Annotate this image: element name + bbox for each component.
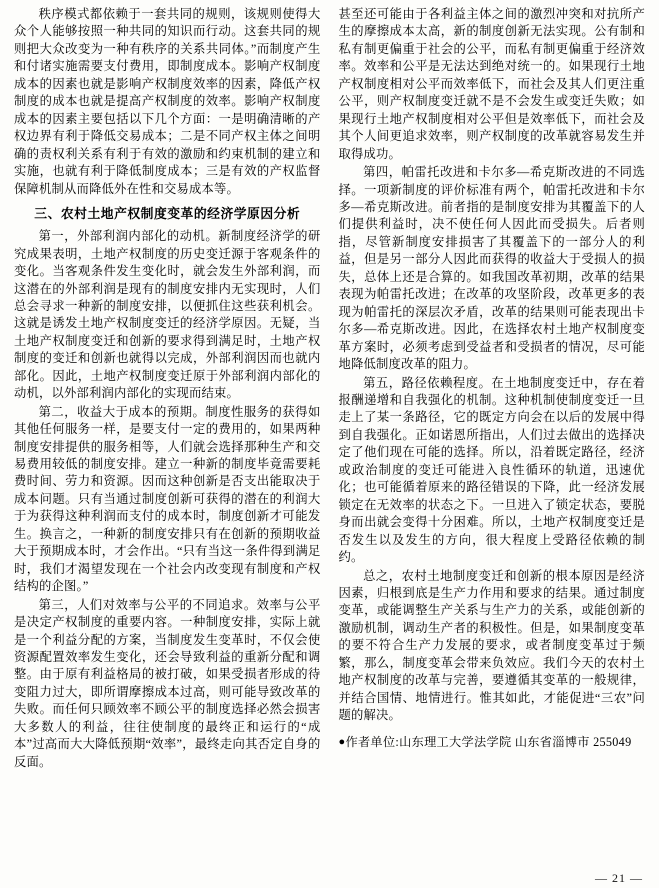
affiliation-text: 作者单位:山东理工大学法学院 山东省淄博市 255049: [345, 734, 632, 749]
right-column: [339, 6, 646, 862]
page-number: — 21 —: [595, 871, 643, 885]
two-column-layout: [14, 6, 645, 862]
paragraph: 第二，收益大于成本的预期。制度性服务的获得如其他任何服务一样，是要支付一定的费用的，如果两种制度安排提供的服务相等，人们就会选择那种生产和交易费用较低的制度安排。建立一种新的制度毕竟需要耗费时间、劳力和资源。因而这种创新是否支出能取决于成本问题。只有当通过制度创新可获得的潜在的利润大于为获得这种利润而支付的成本时，制度创新才可能发生。换言之，一种新的制度安排只有在创新的预期收益大于预期成本时，才会作出。“只有当这一条件得到满足时，我们才渴望发现在一个社会内改变现有制度和产权结构的企图。”: [14, 404, 321, 594]
author-affiliation: [339, 734, 646, 751]
paragraph: 第五，路径依赖程度。在土地制度变迁中，存在着报酬递增和自我强化的机制。这种机制使制度变迁一旦走上了某一条路径，它的既定方向会在以后的发展中得到自我强化。正如诺恩所指出，人们过去做出的选择决定了他们现在可能的选择。所以，沿着既定路径，经济或政治制度的变迁可能进入良性循环的轨道，迅速优化；也可能循着原来的路径错误的下降，此一经济发展锁定在无效率的状态之下。一旦进入了锁定状态，要脱身而出就会变得十分困难。所以，土地产权制度变迁是否发生以及发生的方向，很大程度上受路径依赖的制约。: [338, 375, 645, 565]
paragraph: 甚至还可能由于各利益主体之间的激烈冲突和对抗所产生的摩擦成本太高，新的制度创新无法实现。公有制和私有制更偏重于社会的公平，而私有制更偏重于经济效率。效率和公平是无法达到绝对统一的。如果现行土地产权制度相对公平而效率低下，而社会及其人们更注重公平，则产权制度变迁就不是不会发生或变迁失败；如果现行土地产权制度相对公平但是效率低下，而社会及其个人间更追求效率，则产权制度的改革就容易发生并取得成功。: [338, 7, 645, 161]
left-column: [14, 6, 321, 862]
paragraph: 总之，农村土地制度变迁和创新的根本原因是经济因素，归根到底是生产力作用和要求的结果。通过制度变革，或能调整生产关系与生产力的关系，或能创新的激励机制，调动生产者的积极性。但是，如果制度变革的要不符合生产力发展的要求，或者制度变革过于频繁，那么，制度变革会带来负效应。我们今天的农村土地产权制度的改革与完善，要遵循其变革的一般规律，并结合国情、地情进行。惟其如此，才能促进“三农”问题的解决。: [338, 568, 645, 723]
paragraph: 秩序模式都依赖于一套共同的规则，该规则使得大众个人能够按照一种共同的知识而行动。这套共同的规则把大众改变为一种有秩序的关系共同体。”而制度产生和付诸实施需要支付费用，即制度成本。影响产权制度成本的因素也就是影响产权制度效率的因素，降低产权制度的成本也就是提高产权制度的效率。影响产权制度成本的因素主要包括以下几个方面：一是明确清晰的产权边界有利于降低交易成本；二是不同产权主体之间明确的责权利关系有利于有效的激励和约束机制的建立和实施，也就有利于降低制度成本；三是有效的产权监督保障机制从而降低外在性和交易成本等。: [14, 7, 321, 196]
paragraph: 第一，外部利润内部化的动机。新制度经济学的研究成果表明，土地产权制度的历史变迁源于客观条件的变化。当客观条件发生变化时，就会发生外部利润，而这潜在的外部利润是现有的制度安排内无实现时，人们总会寻求一种新的制度安排，以便抓住这些获利机会。这就是诱发土地产权制度变迁的经济学原因。无疑，当土地产权制度变迁和创新的要求得到满足时，土地产权制度的变迁和创新也就得以完成，外部利润因而也就内部化。因此，土地产权制度变迁原于外部利润内部化的动机，以外部利润内部化的实现而结束。: [14, 229, 321, 401]
section-heading: 三、农村土地产权制度变革的经济学原因分析: [34, 206, 301, 221]
paragraph: 第四，帕雷托改进和卡尔多—希克斯改进的不同选择。一项新制度的评价标准有两个，帕雷托改进和卡尔多—希克斯改进。前者指的是制度安排为其覆盖下的人们提供利益时，决不使任何人因此而受损失。后者则指，尽管新制度安排损害了其覆盖下的一部分人的利益，但是另一部分人因此而获得的收益大于受损人的损失，总体上还是合算的。如我国改革初期，改革的结果表现为帕雷托改进；在改革的攻坚阶段，改革更多的表现为帕雷托的深层次矛盾，改革的结果则可能表现出卡尔多—希克斯改进。因此，在选择农村土地产权制度变革方案时，必须考虑到受益者和受损者的情况，尽可能地降低制度改革的阻力。: [338, 165, 645, 372]
bullet-icon: ●: [338, 735, 346, 748]
paragraph: 第三，人们对效率与公平的不同追求。效率与公平是决定产权制度的重要内容。一种制度安排，实际上就是一个利益分配的方案，当制度发生变革时，不仅会使资源配置效率发生变化，还会导致利益的重新分配和调整。由于原有利益格局的被打破，如果受损者形成的待变阻力过大，即所谓摩擦成本过高，则可能导致改革的失败。而任何只顾效率不顾公平的制度选择必然会损害大多数人的利益，往往使制度的最终正和运行的“成本”过高而大大降低预期“效率”，最终走向其否定自身的反面。: [14, 597, 321, 769]
